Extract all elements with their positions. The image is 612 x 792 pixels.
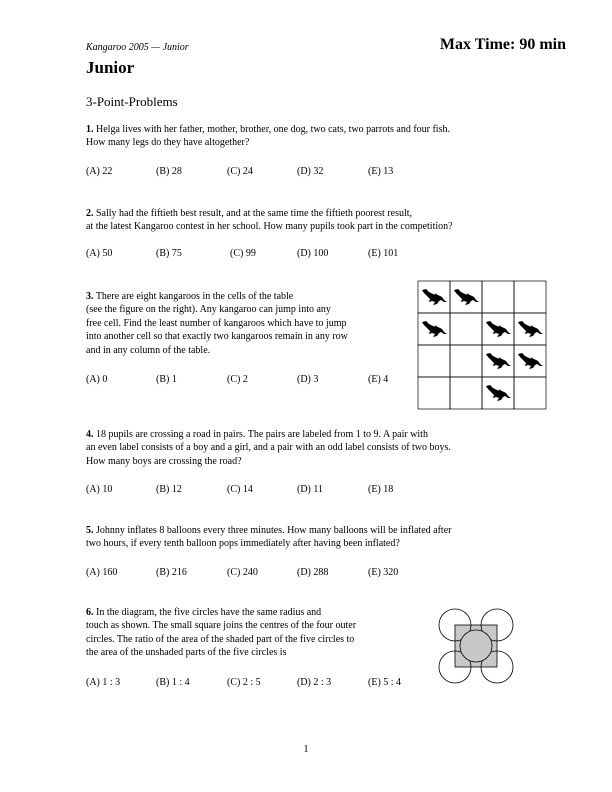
problem-number: 5. bbox=[86, 525, 94, 536]
option-a[interactable]: (A) 22 bbox=[86, 166, 113, 177]
option-d[interactable]: (D) 288 bbox=[297, 567, 329, 578]
problem-text-line: and in any column of the table. bbox=[86, 344, 211, 356]
problem-number: 3. bbox=[86, 291, 94, 302]
option-d[interactable]: (D) 2 : 3 bbox=[297, 677, 332, 688]
option-e[interactable]: (E) 18 bbox=[368, 484, 394, 495]
problem-number: 1. bbox=[86, 124, 94, 135]
problem-6 bbox=[86, 606, 356, 660]
problem-text-line: (see the figure on the right). Any kangaroo can jump into any bbox=[86, 304, 331, 316]
option-d[interactable]: (D) 3 bbox=[297, 374, 319, 385]
five-circles-figure bbox=[434, 604, 518, 688]
kangaroo-icon bbox=[486, 321, 511, 337]
problem-number: 6. bbox=[86, 607, 94, 618]
problem-5-options bbox=[86, 567, 506, 581]
option-c[interactable]: (C) 24 bbox=[227, 166, 253, 177]
problem-text-line: two hours, if every tenth balloon pops immediately after having been inflated? bbox=[86, 538, 400, 550]
problem-text-line: into another cell so that exactly two kangaroos remain in any row bbox=[86, 331, 348, 343]
option-b[interactable]: (B) 12 bbox=[156, 484, 182, 495]
problem-text-line: Sally had the fiftieth best result, and at the same time the fiftieth poorest result, bbox=[96, 208, 413, 219]
page-number: 1 bbox=[303, 744, 309, 755]
problem-number: 4. bbox=[86, 429, 94, 440]
option-a[interactable]: (A) 0 bbox=[86, 374, 108, 385]
option-c[interactable]: (C) 240 bbox=[227, 567, 258, 578]
grid-cell bbox=[450, 313, 482, 345]
problem-3 bbox=[86, 290, 348, 357]
problem-text-line: Johnny inflates 8 balloons every three minutes. How many balloons will be inflated after bbox=[96, 525, 452, 536]
option-e[interactable]: (E) 5 : 4 bbox=[368, 677, 402, 688]
kangaroo-icon bbox=[454, 289, 479, 305]
problem-text-line: at the latest Kangaroo contest in her school. How many pupils took part in the competition? bbox=[86, 221, 453, 233]
grid-cell bbox=[514, 377, 546, 409]
problem-text-line: 18 pupils are crossing a road in pairs. The pairs are labeled from 1 to 9. A pair with bbox=[96, 429, 428, 440]
option-e[interactable]: (E) 4 bbox=[368, 374, 389, 385]
option-e[interactable]: (E) 101 bbox=[368, 248, 399, 259]
grid-cell bbox=[482, 281, 514, 313]
option-b[interactable]: (B) 1 : 4 bbox=[156, 677, 190, 688]
problem-4 bbox=[86, 428, 451, 468]
kangaroo-grid-figure bbox=[418, 281, 546, 409]
problem-text-line: the area of the unshaded parts of the five circles is bbox=[86, 647, 287, 659]
option-e[interactable]: (E) 320 bbox=[368, 567, 399, 578]
kangaroo-icon bbox=[486, 385, 511, 401]
problem-text-line: Helga lives with her father, mother, brother, one dog, two cats, two parrots and four fish. bbox=[96, 124, 450, 135]
problem-1-options bbox=[86, 166, 506, 180]
option-b[interactable]: (B) 28 bbox=[156, 166, 182, 177]
problem-number: 2. bbox=[86, 208, 94, 219]
option-a[interactable]: (A) 1 : 3 bbox=[86, 677, 121, 688]
problem-2 bbox=[86, 207, 453, 234]
option-e[interactable]: (E) 13 bbox=[368, 166, 394, 177]
option-b[interactable]: (B) 75 bbox=[156, 248, 182, 259]
problem-text-line: touch as shown. The small square joins the centres of the four outer bbox=[86, 620, 357, 632]
option-c[interactable]: (C) 99 bbox=[230, 248, 256, 259]
option-b[interactable]: (B) 1 bbox=[156, 374, 177, 385]
option-b[interactable]: (B) 216 bbox=[156, 567, 187, 578]
problem-text-line: an even label consists of a boy and a girl, and a pair with an odd label consists of two boys. bbox=[86, 442, 451, 454]
option-a[interactable]: (A) 50 bbox=[86, 248, 113, 259]
problem-text-line: How many legs do they have altogether? bbox=[86, 137, 250, 149]
grid-cell bbox=[418, 345, 450, 377]
option-d[interactable]: (D) 11 bbox=[297, 484, 324, 495]
problem-5 bbox=[86, 524, 451, 551]
option-d[interactable]: (D) 100 bbox=[297, 248, 329, 259]
page-title: Junior bbox=[86, 58, 135, 77]
problem-text-line: free cell. Find the least number of kangaroos which have to jump bbox=[86, 317, 347, 329]
kangaroo-icon bbox=[422, 321, 447, 337]
problem-1 bbox=[86, 123, 450, 150]
kangaroo-icon bbox=[422, 289, 447, 305]
grid-cell bbox=[514, 281, 546, 313]
option-a[interactable]: (A) 160 bbox=[86, 567, 118, 578]
option-d[interactable]: (D) 32 bbox=[297, 166, 324, 177]
max-time: Max Time: 90 min bbox=[439, 36, 566, 53]
center-circle bbox=[460, 630, 492, 662]
kangaroo-icon bbox=[518, 321, 543, 337]
grid-cell bbox=[450, 377, 482, 409]
kangaroo-icon bbox=[518, 353, 543, 369]
problem-2-options bbox=[86, 248, 506, 262]
option-c[interactable]: (C) 14 bbox=[227, 484, 253, 495]
problem-text-line: How many boys are crossing the road? bbox=[86, 455, 242, 467]
problem-text-line: In the diagram, the five circles have the same radius and bbox=[96, 607, 322, 618]
option-a[interactable]: (A) 10 bbox=[86, 484, 113, 495]
option-c[interactable]: (C) 2 : 5 bbox=[227, 677, 261, 688]
problem-4-options bbox=[86, 484, 506, 498]
problem-text-line: There are eight kangaroos in the cells of the table bbox=[95, 291, 294, 302]
contest-header: Kangaroo 2005 — Junior bbox=[86, 42, 189, 53]
grid-cell bbox=[450, 345, 482, 377]
kangaroo-icon bbox=[486, 353, 511, 369]
section-title: 3-Point-Problems bbox=[86, 94, 178, 109]
grid-cell bbox=[418, 377, 450, 409]
problem-text-line: circles. The ratio of the area of the shaded part of the five circles to bbox=[86, 633, 355, 645]
option-c[interactable]: (C) 2 bbox=[227, 374, 248, 385]
